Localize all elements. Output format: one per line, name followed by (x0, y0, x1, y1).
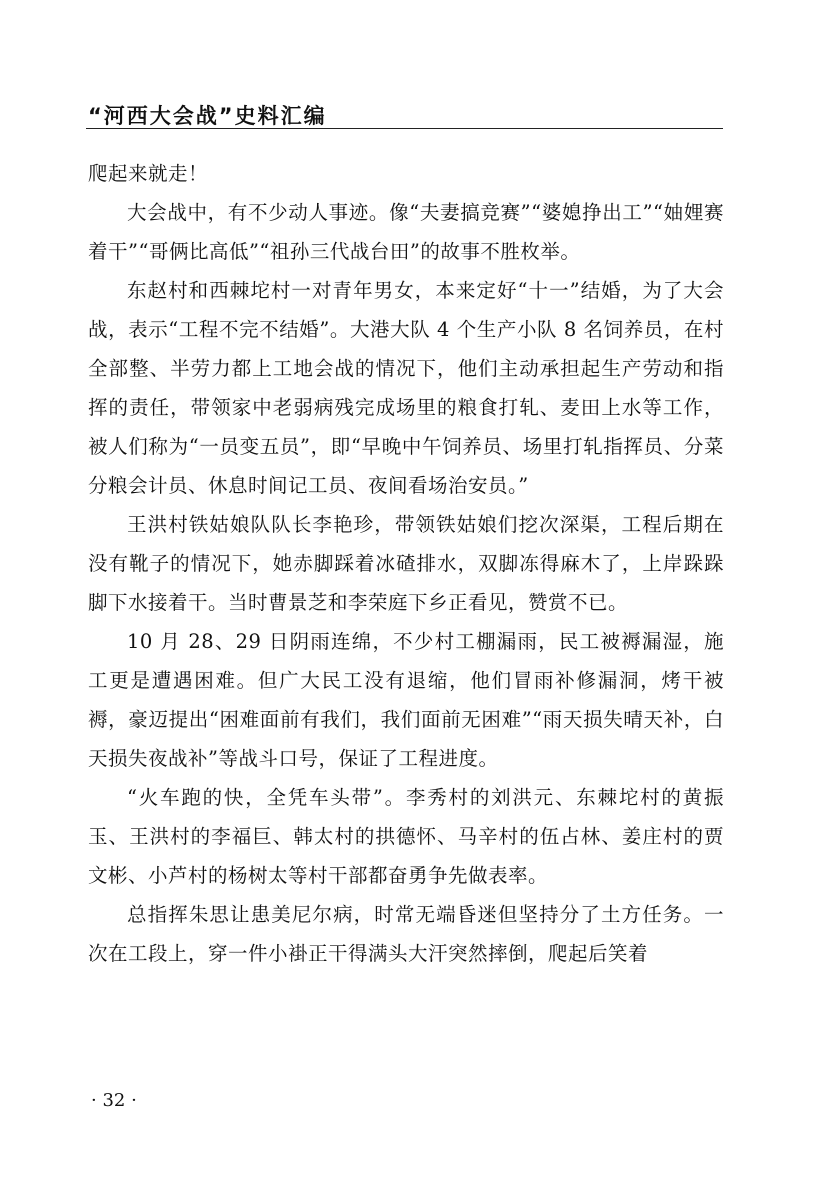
paragraph: 东赵村和西棘坨村一对青年男女，本来定好“十一”结婚，为了大会战，表示“工程不完不结婚”。大港大队 4 个生产小队 8 名饲养员，在村全部整、半劳力都上工地会战的情况下，他们主动承担起生产劳动和指挥的责任，带领家中老弱病残完成场里的粮食打轧、麦田上水等工作，被人们称为“一员变五员”，即“早晚中午饲养员、场里打轧指挥员、分菜分粮会计员、休息时间记工员、夜间看场治安员。” (88, 279, 724, 497)
running-head-title: “河西大会战”史料汇编 (88, 104, 327, 128)
paragraph: 总指挥朱思让患美尼尔病，时常无端昏迷但坚持分了土方任务。一次在工段上，穿一件小褂正干得满头大汗突然摔倒，爬起后笑着 (88, 903, 724, 965)
paragraph-continuation: 爬起来就走！ (88, 162, 209, 185)
header-rule (86, 128, 723, 129)
paragraph: 10 月 28、29 日阴雨连绵，不少村工棚漏雨，民工被褥漏湿，施工更是遭遇困难。但广大民工没有退缩，他们冒雨补修漏洞，烤干被褥，豪迈提出“困难面前有我们，我们面前无困难”“雨天损失晴天补，白天损失夜战补”等战斗口号，保证了工程进度。 (88, 630, 724, 770)
paragraph: 大会战中，有不少动人事迹。像“夫妻搞竞赛”“婆媳挣出工”“妯娌赛着干”“哥俩比高低”“祖孙三代战台田”的故事不胜枚举。 (88, 201, 724, 263)
body-text (88, 154, 724, 973)
paragraph: 王洪村铁姑娘队队长李艳珍，带领铁姑娘们挖次深渠，工程后期在没有靴子的情况下，她赤脚踩着冰碴排水，双脚冻得麻木了，上岸跺跺脚下水接着干。当时曹景芝和李荣庭下乡正看见，赞赏不已。 (88, 513, 724, 614)
page-number: · 32 · (91, 1090, 137, 1111)
paragraph: “火车跑的快，全凭车头带”。李秀村的刘洪元、东棘坨村的黄振玉、王洪村的李福巨、韩太村的拱德怀、马辛村的伍占林、姜庄村的贾文彬、小芦村的杨树太等村干部都奋勇争先做表率。 (88, 786, 724, 887)
